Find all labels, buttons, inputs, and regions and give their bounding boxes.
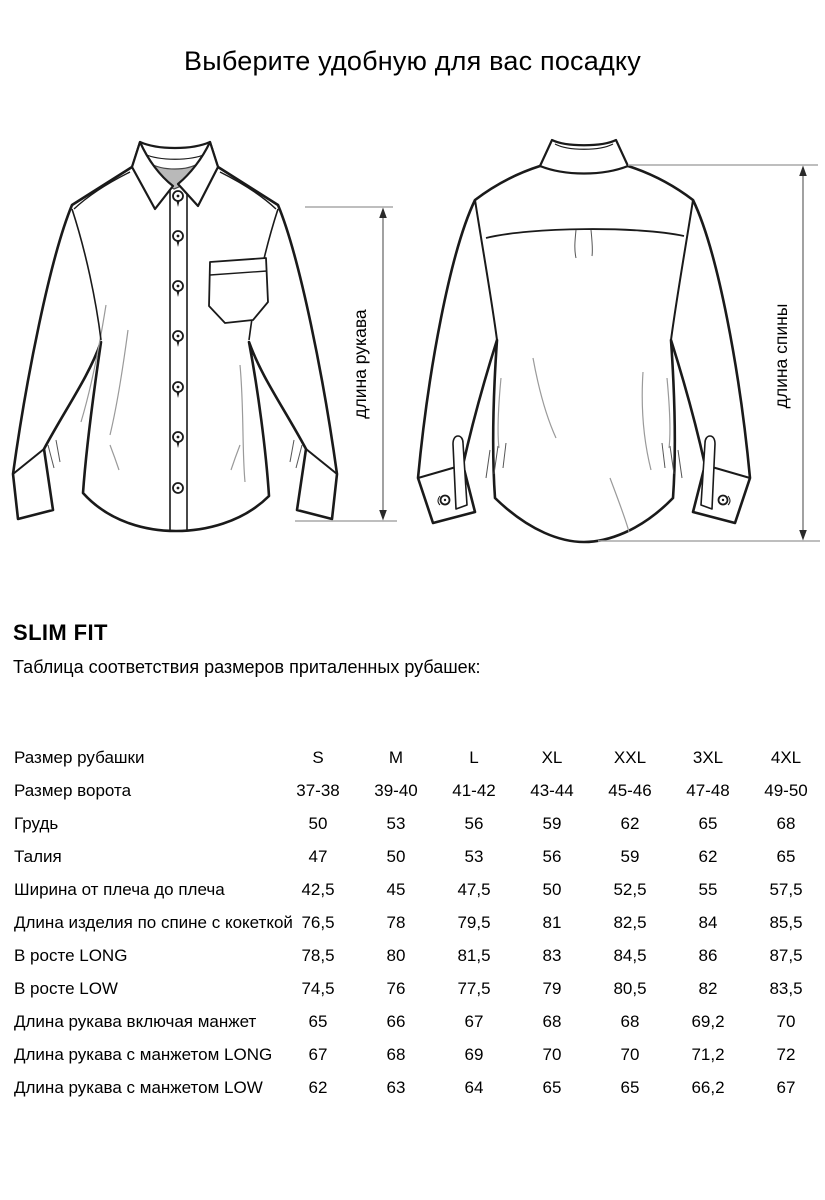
row-label: В росте LOW xyxy=(14,978,118,998)
size-value-cell: 4XL xyxy=(770,747,802,767)
size-value-cell: 65 xyxy=(308,1011,328,1031)
size-value-cell: 69 xyxy=(464,1044,484,1064)
size-value-cell: 55 xyxy=(698,879,718,899)
size-value-cell: 70 xyxy=(620,1044,640,1064)
size-value-cell: 59 xyxy=(542,813,562,833)
size-value-cell: 37-38 xyxy=(296,780,340,800)
size-table-row xyxy=(14,840,825,873)
size-value-cell: 64 xyxy=(464,1077,484,1097)
size-value-cell: 65 xyxy=(698,813,718,833)
size-value-cell: 69,2 xyxy=(691,1011,725,1031)
size-value-cell: 72 xyxy=(776,1044,796,1064)
size-value-cell: 56 xyxy=(542,846,562,866)
size-value-cell: 83 xyxy=(542,945,562,965)
size-table-row xyxy=(14,873,825,906)
size-value-cell: 77,5 xyxy=(457,978,491,998)
size-value-cell: M xyxy=(388,747,404,767)
size-value-cell: 83,5 xyxy=(769,978,803,998)
row-label: Длина рукава с манжетом LOW xyxy=(14,1077,263,1097)
size-value-cell: 68 xyxy=(776,813,796,833)
size-table-row xyxy=(14,774,825,807)
size-value-cell: 45 xyxy=(386,879,406,899)
page-title: Выберите удобную для вас посадку xyxy=(184,46,641,76)
collar-back xyxy=(540,140,628,174)
size-value-cell: 68 xyxy=(542,1011,562,1031)
size-table-caption: Таблица соответствия размеров приталенных рубашек: xyxy=(13,657,481,677)
size-value-cell: 76,5 xyxy=(301,912,335,932)
size-table-row xyxy=(14,1005,825,1038)
row-label: Длина изделия по спине с кокеткой xyxy=(14,912,293,932)
size-value-cell: 63 xyxy=(386,1077,406,1097)
size-value-cell: 68 xyxy=(386,1044,406,1064)
size-value-cell: S xyxy=(312,747,324,767)
row-label: В росте LONG xyxy=(14,945,128,965)
size-table-row xyxy=(14,939,825,972)
size-table-row xyxy=(14,1071,825,1104)
size-value-cell: 47 xyxy=(308,846,328,866)
size-value-cell: 81,5 xyxy=(457,945,491,965)
size-value-cell: 47-48 xyxy=(686,780,730,800)
row-label: Талия xyxy=(14,846,62,866)
row-label: Длина рукава с манжетом LONG xyxy=(14,1044,273,1064)
size-table-row xyxy=(14,906,825,939)
shirt-front-body xyxy=(13,142,337,531)
row-label: Грудь xyxy=(14,813,59,833)
size-value-cell: 66 xyxy=(386,1011,406,1031)
arrowhead-down-icon xyxy=(379,510,387,521)
size-value-cell: 50 xyxy=(386,846,406,866)
size-value-cell: 41-42 xyxy=(452,780,496,800)
size-value-cell: 53 xyxy=(386,813,406,833)
size-value-cell: 87,5 xyxy=(769,945,803,965)
size-value-cell: 43-44 xyxy=(530,780,574,800)
row-label: Ширина от плеча до плеча xyxy=(14,879,225,899)
size-table-header-row xyxy=(14,741,825,774)
back-length-label: длина спины xyxy=(771,303,791,409)
size-value-cell: 3XL xyxy=(692,747,724,767)
size-value-cell: 67 xyxy=(776,1077,796,1097)
size-value-cell: 76 xyxy=(386,978,406,998)
size-value-cell: 52,5 xyxy=(613,879,647,899)
arrowhead-up-icon xyxy=(379,208,387,219)
size-table-row xyxy=(14,972,825,1005)
size-value-cell: 86 xyxy=(698,945,718,965)
size-value-cell: 45-46 xyxy=(608,780,652,800)
size-value-cell: 65 xyxy=(620,1077,640,1097)
size-value-cell: 56 xyxy=(464,813,484,833)
size-value-cell: 84 xyxy=(698,912,718,932)
size-value-cell: 71,2 xyxy=(691,1044,725,1064)
sleeve-length-label: длина рукава xyxy=(350,309,370,419)
size-value-cell: L xyxy=(469,747,479,767)
size-value-cell: 50 xyxy=(542,879,562,899)
size-value-cell: XXL xyxy=(613,747,647,767)
size-value-cell: 57,5 xyxy=(769,879,803,899)
size-value-cell: 78 xyxy=(386,912,406,932)
size-value-cell: XL xyxy=(541,747,563,767)
size-value-cell: 66,2 xyxy=(691,1077,725,1097)
shirt-back-body xyxy=(418,140,750,542)
size-table-row xyxy=(14,1038,825,1071)
size-value-cell: 81 xyxy=(542,912,562,932)
size-value-cell: 82 xyxy=(698,978,718,998)
fit-type-heading: SLIM FIT xyxy=(13,620,108,645)
size-value-cell: 67 xyxy=(464,1011,484,1031)
size-value-cell: 50 xyxy=(308,813,328,833)
chest-pocket xyxy=(209,258,268,323)
size-value-cell: 82,5 xyxy=(613,912,647,932)
size-value-cell: 47,5 xyxy=(457,879,491,899)
size-table-row xyxy=(14,807,825,840)
size-value-cell: 70 xyxy=(542,1044,562,1064)
size-value-cell: 84,5 xyxy=(613,945,647,965)
size-value-cell: 59 xyxy=(620,846,640,866)
size-table xyxy=(14,741,825,1104)
size-value-cell: 62 xyxy=(308,1077,328,1097)
size-value-cell: 74,5 xyxy=(301,978,335,998)
size-value-cell: 80,5 xyxy=(613,978,647,998)
size-value-cell: 39-40 xyxy=(374,780,418,800)
arrowhead-up-icon xyxy=(799,166,807,177)
arrowhead-down-icon xyxy=(799,530,807,541)
size-value-cell: 78,5 xyxy=(301,945,335,965)
size-table-body xyxy=(14,741,825,1104)
size-value-cell: 49-50 xyxy=(764,780,808,800)
row-label: Длина рукава включая манжет xyxy=(14,1011,257,1031)
size-value-cell: 62 xyxy=(698,846,718,866)
size-value-cell: 80 xyxy=(386,945,406,965)
size-value-cell: 79 xyxy=(542,978,562,998)
size-value-cell: 67 xyxy=(308,1044,328,1064)
size-value-cell: 42,5 xyxy=(301,879,335,899)
size-value-cell: 65 xyxy=(542,1077,562,1097)
size-value-cell: 85,5 xyxy=(769,912,803,932)
shirt-front-illustration xyxy=(10,130,400,550)
size-value-cell: 68 xyxy=(620,1011,640,1031)
size-value-cell: 53 xyxy=(464,846,484,866)
size-value-cell: 62 xyxy=(620,813,640,833)
size-value-cell: 65 xyxy=(776,846,796,866)
size-value-cell: 79,5 xyxy=(457,912,491,932)
shirt-back-illustration xyxy=(400,130,825,550)
size-value-cell: 70 xyxy=(776,1011,796,1031)
row-label: Размер ворота xyxy=(14,780,132,800)
row-label: Размер рубашки xyxy=(14,747,145,767)
